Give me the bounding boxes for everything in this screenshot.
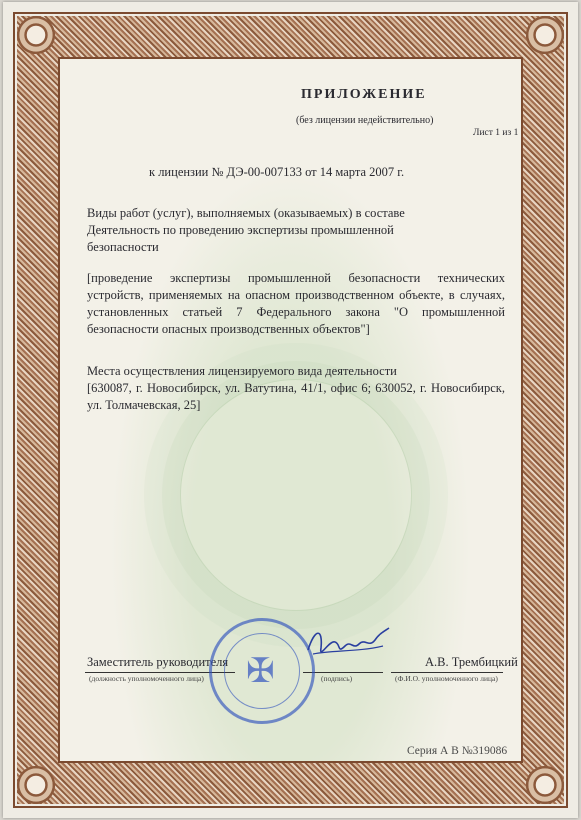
places-heading: Места осуществления лицензируемого вида деятельности [87, 364, 397, 378]
validity-note: (без лицензии недействительно) [296, 115, 434, 126]
sheet-number: Лист 1 из 1 [473, 128, 519, 138]
certificate-sheet [3, 2, 578, 818]
signatory-position: Заместитель руководителя [87, 655, 229, 669]
corner-ornament-top-right [516, 6, 574, 64]
handwritten-signature [303, 620, 393, 670]
signature-line [303, 672, 383, 673]
official-seal-stamp [209, 618, 315, 724]
caption-name: (Ф.И.О. уполномоченного лица) [395, 674, 498, 683]
serial-number: Серия А В №319086 [407, 745, 508, 757]
document-title: ПРИЛОЖЕНИЕ [301, 87, 427, 102]
eagle-emblem-icon: ✠ [246, 651, 275, 691]
caption-position: (должность уполномоченного лица) [89, 674, 204, 683]
caption-signature: (подпись) [321, 674, 353, 683]
activity-heading: Виды работ (услуг), выполняемых (оказываемых) в составе Деятельность по проведению экспертизы промышленной безопасности [87, 206, 405, 254]
license-reference: к лицензии № ДЭ-00-007133 от 14 марта 2007 г. [149, 165, 405, 179]
activity-detail: [проведение экспертизы промышленной безопасности технических устройств, применяемых на опасном производственном объекте, в случаях, установленных статьей 7 Федерального закона "О промышленной безопасности опасных производственных объектов"] [87, 271, 505, 336]
name-line [391, 672, 503, 673]
corner-ornament-bottom-left [7, 756, 65, 814]
signatory-name: А.В. Трембицкий [425, 655, 518, 669]
places-detail: [630087, г. Новосибирск, ул. Ватутина, 41/1, офис 6; 630052, г. Новосибирск, ул. Толмачевская, 25] [87, 381, 505, 412]
corner-ornament-bottom-right [516, 756, 574, 814]
corner-ornament-top-left [7, 6, 65, 64]
